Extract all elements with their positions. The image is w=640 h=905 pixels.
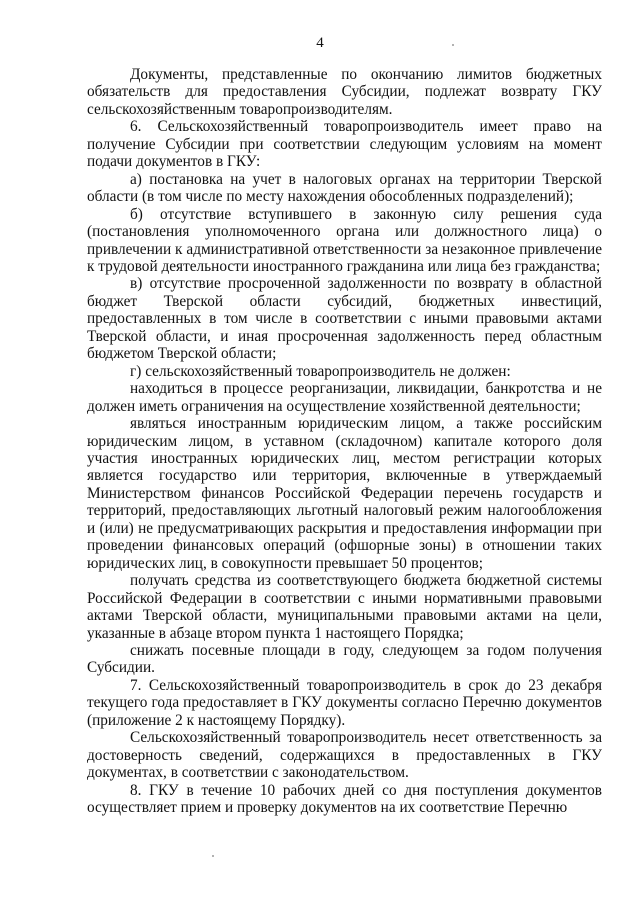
paragraph-condition-b: б) отсутствие вступившего в законную силу решения суда (постановления уполномоченного органа или должностного лица) о привлечении к административной ответственности за незаконное привлечение к трудовой деятельности иностранного гражданина или лица без гражданства; bbox=[87, 205, 602, 275]
scan-speck bbox=[212, 855, 214, 857]
paragraph-responsibility: Сельскохозяйственный товаропроизводитель несет ответственность за достоверность сведений, содержащихся в предоставленных в ГКУ документах, в соответствии с законодательством. bbox=[87, 729, 602, 782]
paragraph-condition-g: г) сельскохозяйственный товаропроизводитель не должен: bbox=[130, 362, 511, 380]
paragraph-item-8: 8. ГКУ в течение 10 рабочих дней со дня поступления документов осуществляет прием и проверку документов на их соответствие Перечню bbox=[87, 781, 602, 817]
scan-speck bbox=[452, 44, 454, 46]
paragraph-item-7: 7. Сельскохозяйственный товаропроизводитель в срок до 23 декабря текущего года предоставляет в ГКУ документы согласно Перечню документов (приложение 2 к настоящему Порядку). bbox=[87, 676, 602, 729]
paragraph-condition-v: в) отсутствие просроченной задолженности по возврату в областной бюджет Тверской области субсидий, бюджетных инвестиций, предоставленных в том числе в соответствии с иными правовыми актами Тверской области, и иная просроченная задолженность перед областным бюджетом Тверской области; bbox=[87, 275, 602, 363]
paragraph-item-6: 6. Сельскохозяйственный товаропроизводитель имеет право на получение Субсидии при соответствии следующим условиям на момент подачи документов в ГКУ: bbox=[87, 118, 602, 171]
document-body bbox=[87, 66, 602, 816]
paragraph-no-foreign-entity: являться иностранным юридическим лицом, а также российским юридическим лицом, в уставном (складочном) капитале которого доля участия иностранных юридических лиц, местом регистрации которых является государство или территория, включенные в утверждаемый Министерством финансов Российской Федерации перечень государств и территорий, предоставляющих льготный налоговый режим налогообложения и (или) не предусматривающих раскрытия и предоставления информации при проведении финансовых операций (офшорные зоны) в отношении таких юридических лиц, в совокупности превышает 50 процентов; bbox=[87, 415, 602, 572]
paragraph-condition-a: а) постановка на учет в налоговых органах на территории Тверской области (в том числе по месту нахождения обособленных подразделений); bbox=[87, 170, 602, 206]
page-number: 4 bbox=[316, 35, 324, 51]
paragraph-no-area-reduction: снижать посевные площади в году, следующем за годом получения Субсидии. bbox=[87, 641, 602, 677]
paragraph-documents-return: Документы, представленные по окончанию лимитов бюджетных обязательств для предоставления Субсидии, подлежат возврату ГКУ сельскохозяйственным товаропроизводителям. bbox=[87, 66, 602, 118]
paragraph-no-reorganization: находиться в процессе реорганизации, ликвидации, банкротства и не должен иметь ограничения на осуществление хозяйственной деятельности; bbox=[87, 380, 602, 415]
paragraph-no-other-funds: получать средства из соответствующего бюджета бюджетной системы Российской Федерации в соответствии с иными нормативными правовыми актами Тверской области, муниципальными правовыми актами на цели, указанные в абзаце втором пункта 1 настоящего Порядка; bbox=[87, 572, 602, 642]
